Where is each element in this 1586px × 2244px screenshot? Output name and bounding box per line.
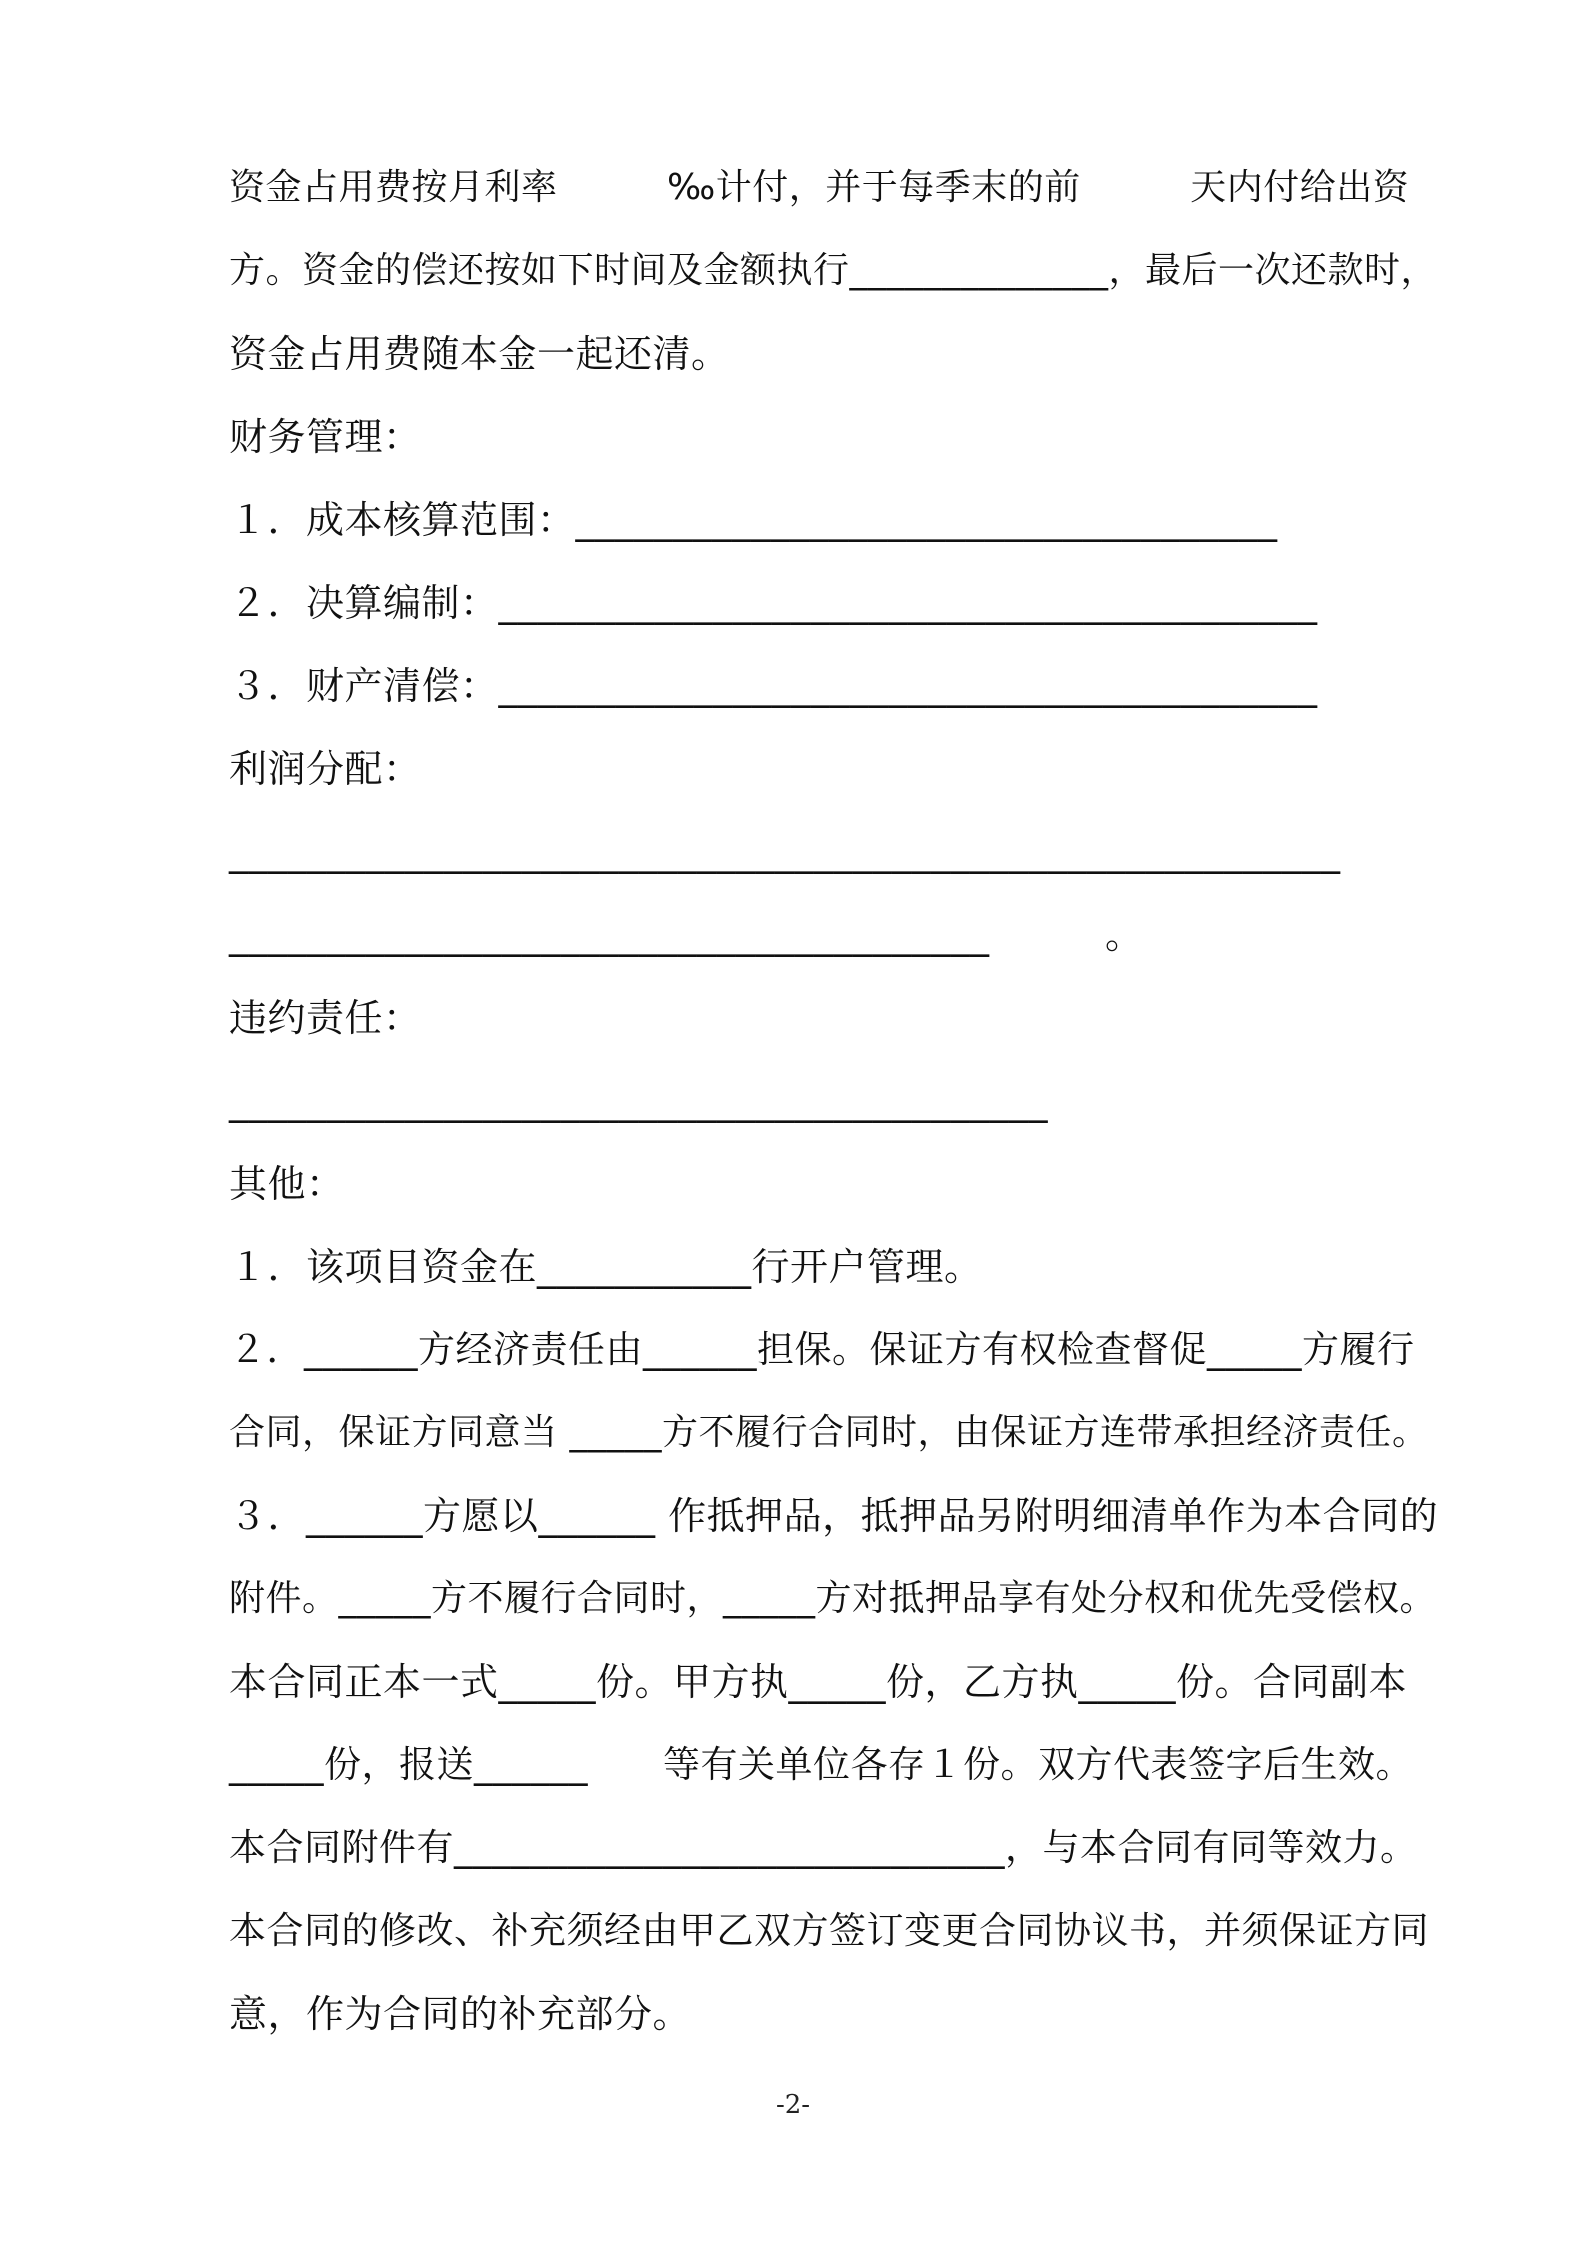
text-line: 意，作为合同的补充部分。 xyxy=(229,1992,692,2036)
text-line: 方。资金的偿还按如下时间及金额执行______________，最后一次还款时， xyxy=(229,250,1438,291)
blank-line: _______________________________________ 。 xyxy=(229,913,1144,957)
text-line: 合同，保证方同意当 _____方不履行合同时，由保证方连带承担经济责任。 xyxy=(229,1412,1429,1453)
text-line: 本合同正本一式_____份。甲方执_____份，乙方执_____份。合同副本 xyxy=(229,1660,1408,1704)
section-heading-profit: 利润分配： xyxy=(229,747,422,791)
text-line: 本合同的修改、补充须经由甲乙双方签订变更合同协议书，并须保证方同 xyxy=(229,1909,1429,1952)
text-line: 附件。_____方不履行合同时，_____方对抵押品享有处分权和优先受偿权。 xyxy=(229,1578,1437,1619)
blank-line: _________________________________________________________ xyxy=(229,830,1341,874)
page-number: -2- xyxy=(775,2090,811,2120)
text-line: ３．______方愿以______ 作抵押品，抵押品另附明细清单作为本合同的 xyxy=(229,1494,1439,1538)
text-line: 本合同附件有_____________________________，与本合同有同等效力。 xyxy=(229,1826,1418,1869)
section-heading-finance: 财务管理： xyxy=(229,415,422,459)
text-line: 资金占用费随本金一起还清。 xyxy=(229,332,730,376)
text-line: ３．财产清偿：__________________________________________ xyxy=(229,664,1318,708)
text-line: ２．决算编制：__________________________________________ xyxy=(229,581,1318,625)
blank-line: __________________________________________ xyxy=(229,1079,1048,1123)
section-heading-liability: 违约责任： xyxy=(229,996,422,1040)
section-heading-other: 其他： xyxy=(229,1162,345,1206)
text-line: _____份，报送______ 等有关单位各存１份。双方代表签字后生效。 xyxy=(229,1743,1413,1786)
text-line: １．该项目资金在___________行开户管理。 xyxy=(229,1245,983,1289)
text-line: １．成本核算范围：____________________________________ xyxy=(229,498,1278,542)
text-line: 资金占用费按月利率 ‰计付，并于每季末的前 天内付给出资 xyxy=(229,167,1410,208)
text-line: ２．______方经济责任由______担保。保证方有权检查督促_____方履行 xyxy=(229,1328,1415,1371)
